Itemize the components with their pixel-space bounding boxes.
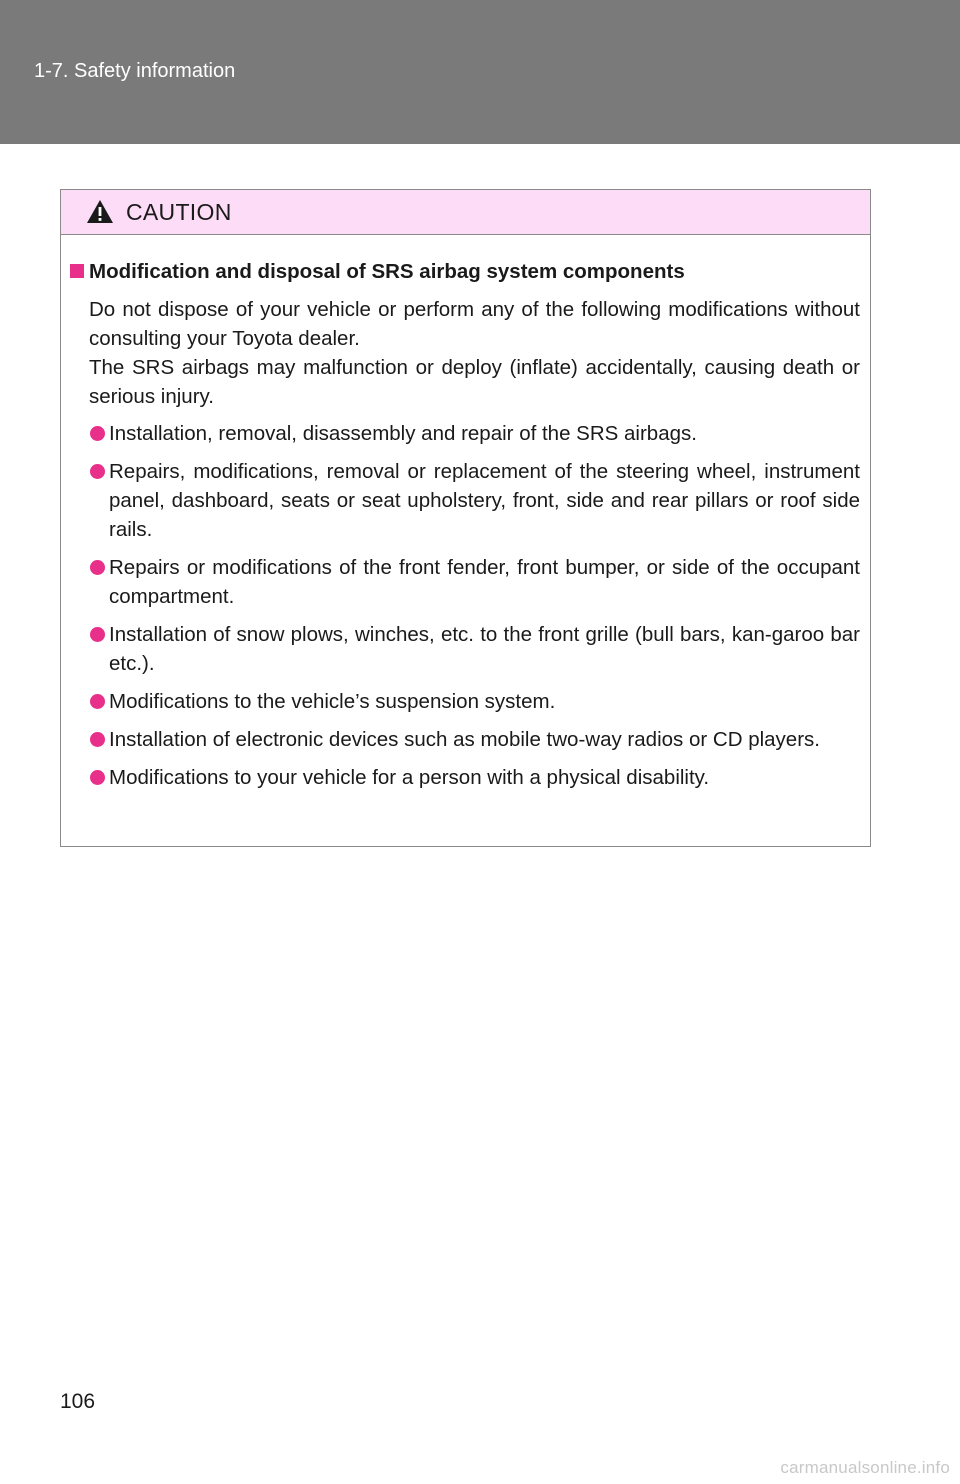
circle-bullet-icon [90,627,105,642]
caution-paragraph-2: The SRS airbags may malfunction or deploy (inflate) accidentally, causing death or serious injury. [89,356,860,408]
caution-paragraph-1: Do not dispose of your vehicle or perform any of the following modifications without consulting your Toyota dealer. [89,298,860,350]
list-item-text: Installation of electronic devices such as mobile two-way radios or CD players. [109,728,820,751]
list-item [61,620,860,678]
caution-section-heading [61,257,860,286]
caution-section-title: Modification and disposal of SRS airbag system components [89,260,685,283]
page-number: 106 [60,1390,96,1413]
caution-box [60,189,871,847]
circle-bullet-icon [90,732,105,747]
list-item [61,725,860,754]
circle-bullet-icon [90,770,105,785]
caution-body [61,235,870,792]
circle-bullet-icon [90,694,105,709]
list-item-text: Modifications to your vehicle for a person with a physical disability. [109,766,710,789]
circle-bullet-icon [90,560,105,575]
modification-list [61,419,860,792]
square-bullet-icon [70,264,84,278]
list-item-text: Modifications to the vehicle’s suspension system. [109,690,556,713]
list-item [61,553,860,611]
list-item-text: Installation, removal, disassembly and repair of the SRS airbags. [109,422,697,445]
list-item [61,419,860,448]
warning-triangle-icon [86,199,114,224]
caution-label: CAUTION [126,199,232,225]
circle-bullet-icon [90,426,105,441]
list-item [61,457,860,544]
list-item [61,763,860,792]
section-header-title: 1-7. Safety information [34,60,236,82]
list-item-text: Installation of snow plows, winches, etc. to the front grille (bull bars, kan-garoo bar etc.). [109,623,860,675]
caution-header [61,190,870,235]
list-item-text: Repairs, modifications, removal or replacement of the steering wheel, instrument panel, dashboard, seats or seat upholstery, front, side and rear pillars or roof side rails. [109,460,860,541]
list-item-text: Repairs or modifications of the front fender, front bumper, or side of the occupant compartment. [109,556,860,608]
site-watermark: carmanualsonline.info [780,1458,950,1477]
list-item [61,687,860,716]
circle-bullet-icon [90,464,105,479]
page-header-band [0,0,960,144]
